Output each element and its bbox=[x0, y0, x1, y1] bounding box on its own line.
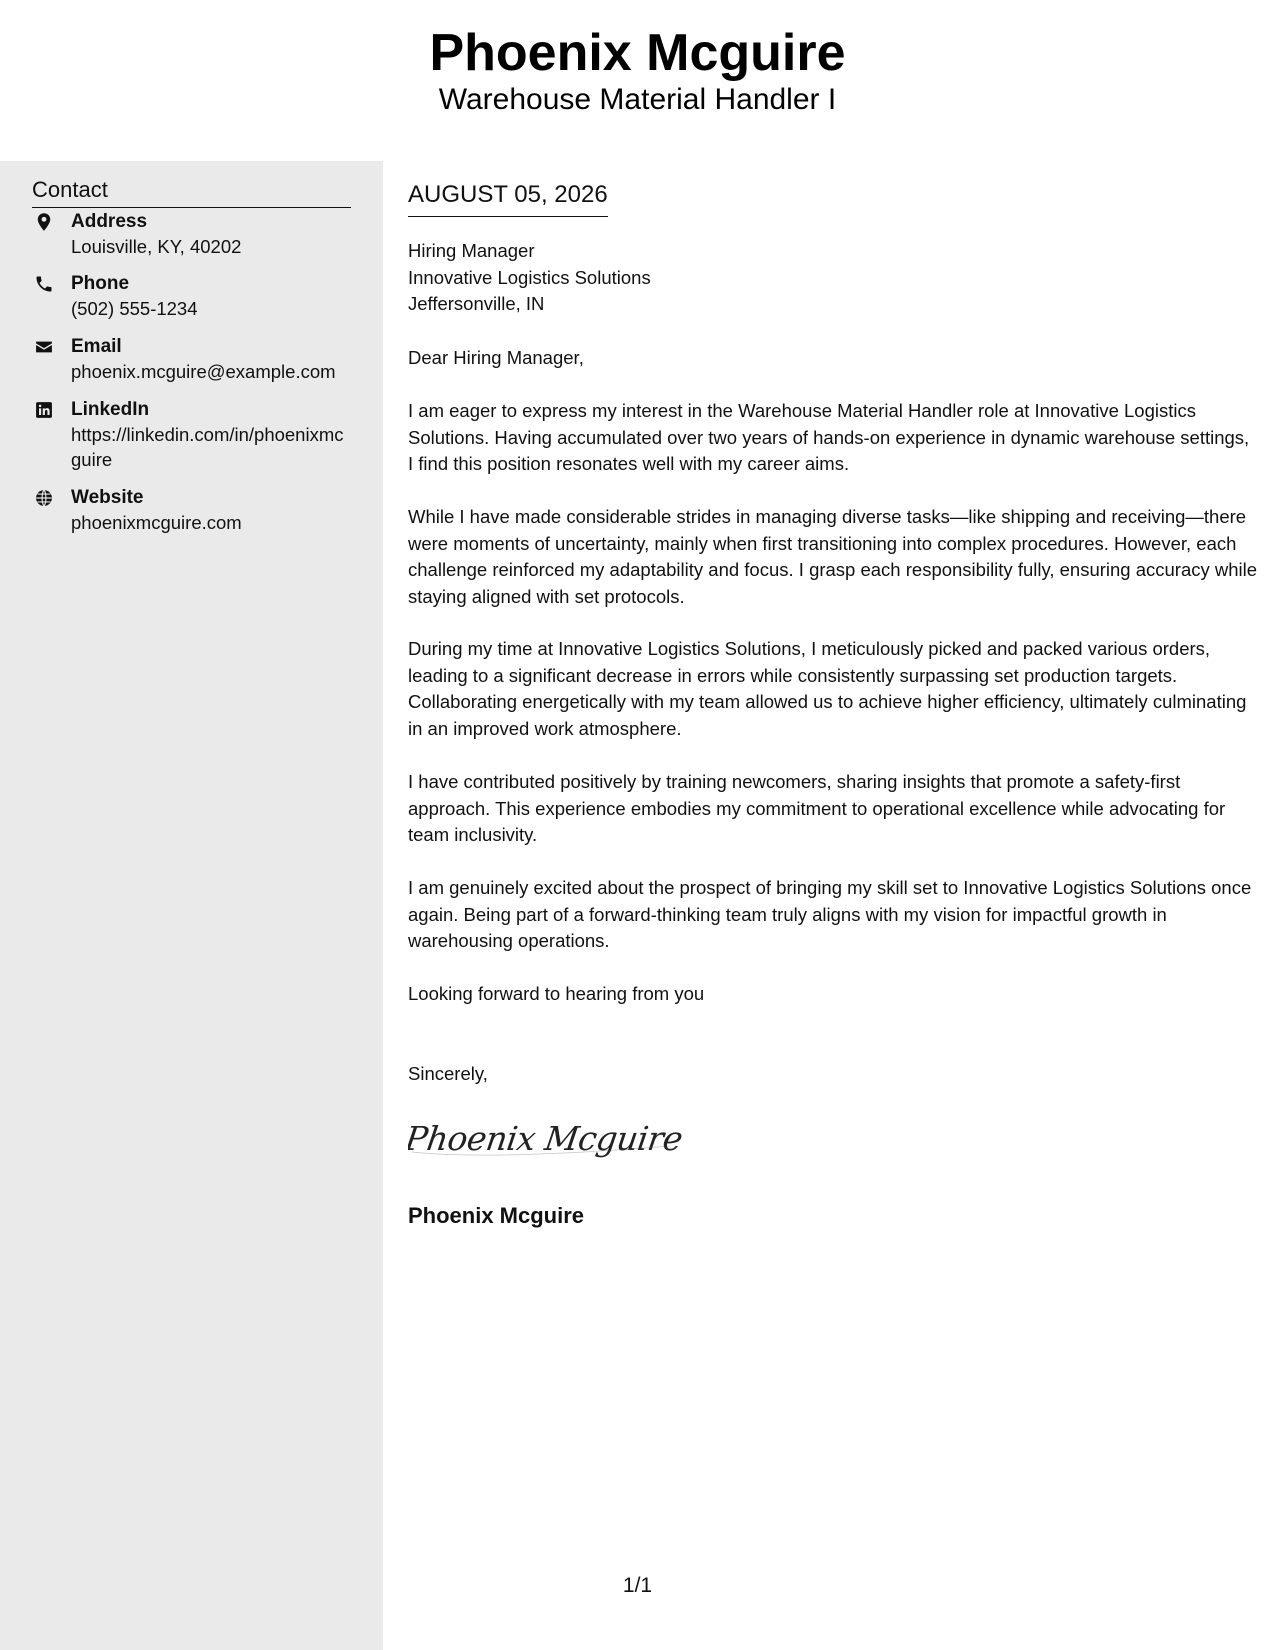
phone-label: Phone bbox=[71, 273, 130, 294]
linkedin-icon bbox=[32, 398, 56, 422]
salutation: Dear Hiring Manager, bbox=[408, 347, 584, 368]
recipient-title: Hiring Manager bbox=[408, 240, 535, 261]
body-paragraph: I am genuinely excited about the prospect of bringing my skill set to Innovative Logistics Solutions once again. Being part of a forward-thinking team truly aligns with my vision for impactful growth in warehousing operations. bbox=[408, 877, 1252, 951]
body-paragraph: I have contributed positively by training newcomers, sharing insights that promote a safety-first approach. This experience embodies my commitment to operational excellence while advocating for team inclusivity. bbox=[408, 771, 1226, 845]
address-label: Address bbox=[71, 211, 148, 232]
globe-icon bbox=[32, 486, 56, 510]
recipient-block bbox=[408, 238, 651, 318]
address-value: Louisville, KY, 40202 bbox=[71, 236, 242, 257]
linkedin-value[interactable]: https://linkedin.com/in/phoenixmcguire bbox=[71, 424, 344, 470]
contact-sidebar bbox=[0, 161, 383, 1650]
closing-line: Looking forward to hearing from you bbox=[408, 983, 705, 1004]
applicant-name: Phoenix Mcguire bbox=[429, 24, 846, 82]
page-number: 1/1 bbox=[622, 1574, 653, 1597]
phone-icon bbox=[32, 272, 56, 296]
letter-header bbox=[0, 0, 1275, 161]
letter-date: AUGUST 05, 2026 bbox=[408, 179, 608, 217]
map-pin-icon bbox=[32, 210, 56, 234]
website-value[interactable]: phoenixmcguire.com bbox=[71, 512, 242, 533]
recipient-location: Jeffersonville, IN bbox=[408, 293, 545, 314]
handwritten-signature bbox=[408, 1106, 688, 1166]
website-label: Website bbox=[71, 487, 144, 508]
email-label: Email bbox=[71, 336, 122, 357]
body-paragraph: I am eager to express my interest in the Warehouse Material Handler role at Innovative Logistics Solutions. Having accumulated over two years of hands-on experience in dynamic warehouse settings, I find this position resonates well with my career aims. bbox=[408, 400, 1250, 474]
applicant-job-title: Warehouse Material Handler I bbox=[438, 83, 837, 116]
phone-value: (502) 555-1234 bbox=[71, 298, 198, 319]
signed-name: Phoenix Mcguire bbox=[408, 1203, 585, 1228]
recipient-company: Innovative Logistics Solutions bbox=[408, 266, 651, 288]
body-paragraph: During my time at Innovative Logistics Solutions, I meticulously picked and packed various orders, leading to a significant decrease in errors while consistently surpassing set production targets. Collaborating energetically with my team allowed us to achieve higher efficiency, ultimately culminating in an improved work atmosphere. bbox=[408, 638, 1247, 739]
contact-heading: Contact bbox=[32, 175, 351, 208]
email-value: phoenix.mcguire@example.com bbox=[71, 361, 336, 382]
linkedin-label: LinkedIn bbox=[71, 399, 150, 420]
body-paragraph: While I have made considerable strides in managing diverse tasks—like shipping and receiving—there were moments of uncertainty, mainly when first transitioning into complex procedures. However, each challenge reinforced my adaptability and focus. I grasp each responsibility fully, ensuring accuracy while staying aligned with set protocols. bbox=[408, 506, 1258, 607]
valediction: Sincerely, bbox=[408, 1063, 488, 1084]
signature-text: Phoenix Mcguire bbox=[408, 1119, 685, 1158]
envelope-icon bbox=[32, 335, 56, 359]
